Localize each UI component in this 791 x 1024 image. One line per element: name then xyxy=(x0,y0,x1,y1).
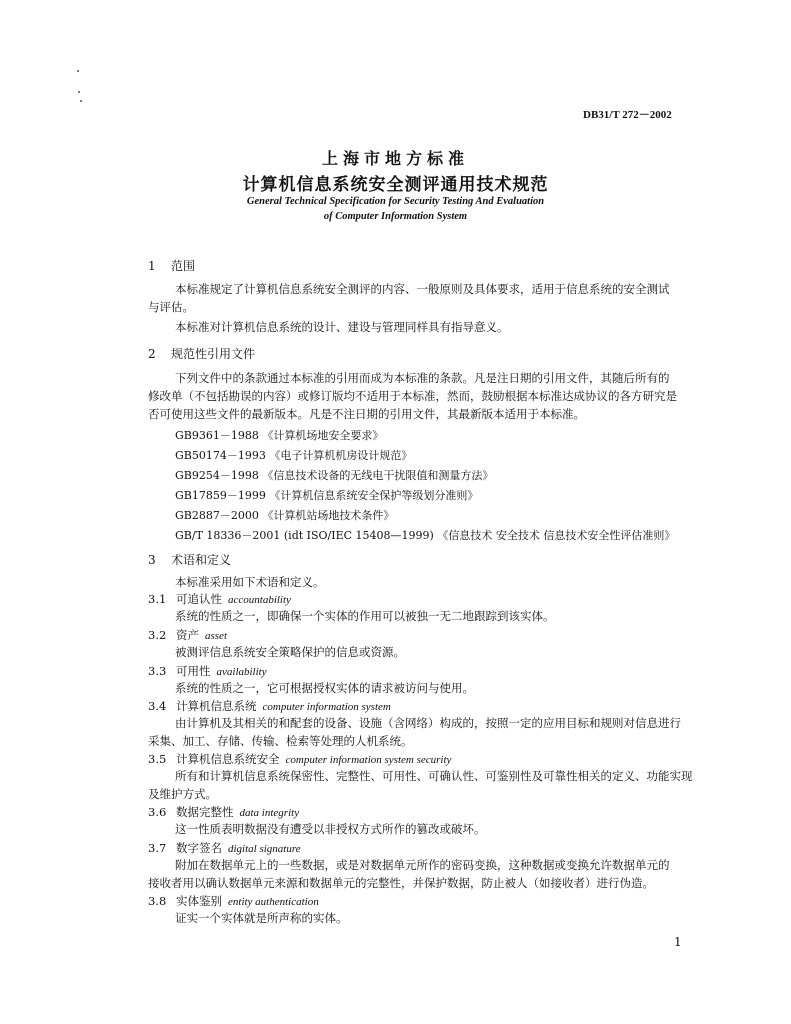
paragraph-line: 否可使用这些文件的最新版本。凡是不注日期的引用文件，其最新版本适用于本标准。 xyxy=(148,407,585,421)
term-en: computer information system xyxy=(262,701,391,713)
term-definition: 接收者用以确认数据单元来源和数据单元的完整性，并保护数据，防止被人（如接收者）进行伪造。 xyxy=(148,876,654,890)
section-1-heading xyxy=(148,257,195,274)
section-number: 1 xyxy=(148,259,156,273)
term-number: 3.3 xyxy=(148,664,167,678)
section-3-heading xyxy=(148,551,231,568)
term-cn: 可追认性 xyxy=(176,592,222,606)
term-definition: 采集、加工、存储、传输、检索等处理的人机系统。 xyxy=(148,734,413,748)
title-cn-line1: 上海市地方标准 xyxy=(321,149,469,168)
term-number: 3.4 xyxy=(148,699,167,713)
paragraph-line: 下列文件中的条款通过本标准的引用而成为本标准的条款。凡是注日期的引用文件，其随后所有的 xyxy=(175,371,670,385)
term-heading xyxy=(148,627,227,643)
paragraph-line: 与评估。 xyxy=(148,300,194,314)
paragraph-line: 本标准对计算机信息系统的设计、建设与管理同样具有指导意义。 xyxy=(175,320,509,334)
term-definition: 系统的性质之一，它可根据授权实体的请求被访问与使用。 xyxy=(175,681,474,695)
term-cn: 数据完整性 xyxy=(176,805,234,819)
term-cn: 数字签名 xyxy=(176,841,222,855)
term-en: accountability xyxy=(228,594,291,606)
term-definition: 及维护方式。 xyxy=(148,787,217,801)
term-en: asset xyxy=(205,630,227,642)
term-number: 3.2 xyxy=(148,628,167,642)
term-heading xyxy=(148,698,391,714)
title-en-line1: General Technical Specification for Security Testing And Evaluation xyxy=(246,196,545,207)
term-definition: 证实一个实体就是所声称的实体。 xyxy=(175,911,348,925)
reference-item: GB2887－2000 《计算机站场地技术条件》 xyxy=(175,509,395,522)
title-cn-line2: 计算机信息系统安全测评通用技术规范 xyxy=(242,175,549,195)
section-2-heading xyxy=(148,345,255,362)
term-heading xyxy=(148,591,291,607)
term-number: 3.1 xyxy=(148,592,167,606)
term-en: computer information system security xyxy=(285,754,452,766)
scan-speck xyxy=(77,70,79,72)
section-number: 2 xyxy=(148,347,156,361)
reference-item: GB17859－1999 《计算机信息系统安全保护等级划分准则》 xyxy=(175,489,479,502)
section-title: 规范性引用文件 xyxy=(171,347,256,361)
page-number: 1 xyxy=(674,935,682,949)
term-cn: 实体鉴别 xyxy=(176,894,222,908)
term-number: 3.7 xyxy=(148,841,167,855)
term-definition: 由计算机及其相关的和配套的设备、设施（含网络）构成的，按照一定的应用目标和规则对信息进行 xyxy=(175,716,681,730)
term-en: availability xyxy=(216,666,267,678)
document-number: DB31/T 272－2002 xyxy=(583,109,672,121)
term-en: digital signature xyxy=(228,843,301,855)
title-en-line2: of Computer Information System xyxy=(323,211,468,222)
term-number: 3.8 xyxy=(148,894,167,908)
term-heading xyxy=(148,893,319,909)
term-definition: 被测评信息系统安全策略保护的信息或资源。 xyxy=(175,645,405,659)
section-title: 术语和定义 xyxy=(171,553,232,567)
paragraph-line: 本标准规定了计算机信息系统安全测评的内容、一般原则及具体要求，适用于信息系统的安全测试 xyxy=(175,282,670,296)
reference-item: GB9361－1988 《计算机场地安全要求》 xyxy=(175,429,384,442)
term-heading xyxy=(148,804,299,820)
term-cn: 计算机信息系统 xyxy=(176,699,257,713)
term-definition: 所有和计算机信息系统保密性、完整性、可用性、可确认性、可鉴别性及可靠性相关的定义、功能实现 xyxy=(175,769,693,783)
term-number: 3.5 xyxy=(148,752,167,766)
reference-item: GB/T 18336－2001 (idt ISO/IEC 15408—1999) 《信息技术 安全技术 信息技术安全性评估准则》 xyxy=(175,529,676,542)
reference-item: GB9254－1998 《信息技术设备的无线电干扰限值和测量方法》 xyxy=(175,469,494,482)
term-cn: 可用性 xyxy=(176,664,211,678)
term-definition: 这一性质表明数据没有遭受以非授权方式所作的篡改或破坏。 xyxy=(175,822,486,836)
paragraph-line: 修改单（不包括勘误的内容）或修订版均不适用于本标准，然而，鼓励根据本标准达成协议的各方研究是 xyxy=(148,389,677,403)
term-heading xyxy=(148,663,267,679)
term-heading xyxy=(148,840,301,856)
term-en: entity authentication xyxy=(228,896,319,908)
term-heading xyxy=(148,751,451,767)
term-number: 3.6 xyxy=(148,805,167,819)
term-cn: 资产 xyxy=(176,628,199,642)
term-en: data integrity xyxy=(239,807,300,819)
reference-item: GB50174－1993 《电子计算机机房设计规范》 xyxy=(175,449,413,462)
scan-speck xyxy=(78,91,80,93)
section-number: 3 xyxy=(148,553,156,567)
term-cn: 计算机信息系统安全 xyxy=(176,752,280,766)
term-definition: 附加在数据单元上的一些数据，或是对数据单元所作的密码变换，这种数据或变换允许数据单元的 xyxy=(175,858,670,872)
scan-speck xyxy=(80,100,82,102)
section-title: 范围 xyxy=(171,259,196,273)
term-definition: 系统的性质之一，即确保一个实体的作用可以被独一无二地跟踪到该实体。 xyxy=(175,609,555,623)
paragraph-line: 本标准采用如下术语和定义。 xyxy=(175,575,325,589)
